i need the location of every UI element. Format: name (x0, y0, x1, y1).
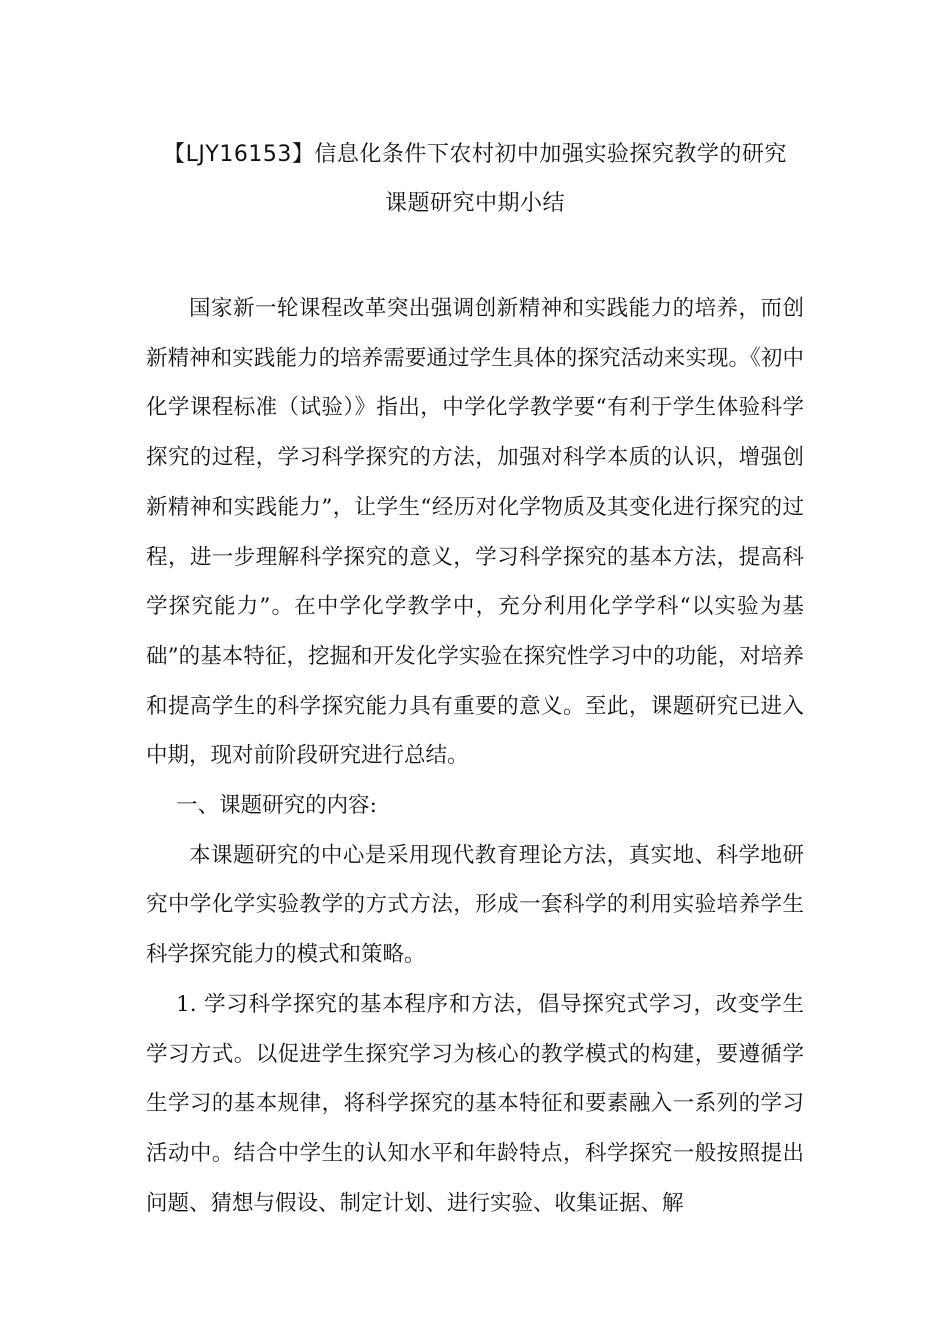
list-item-paragraph: 1. 学习科学探究的基本程序和方法，倡导探究式学习，改变学生学习方式。以促进学生探究学习为核心的教学模式的构建，要遵循学生学习的基本规律，将科学探究的基本特征和要素融入一系列的学习活动中。结合中学生的认知水平和年龄特点，科学探究一般按照提出问题、猜想与假设、制定计划、进行实验、收集证据、解 (146, 991, 804, 1216)
content-paragraph: 本课题研究的中心是采用现代教育理论方法，真实地、科学地研究中学化学实验教学的方式方法，形成一套科学的利用实验培养学生科学探究能力的模式和策略。 (146, 842, 804, 968)
section-heading: 一、课题研究的内容: (176, 793, 377, 819)
document-subtitle: 课题研究中期小结 (384, 191, 565, 216)
intro-paragraph: 国家新一轮课程改革突出强调创新精神和实践能力的培养，而创新精神和实践能力的培养需要通过学生具体的探究活动来实现。《初中化学课程标准（试验）》指出，中学化学教学要“有利于学生体验科学探究的过程，学习科学探究的方法，加强对科学本质的认识，增强创新精神和实践能力”，让学生“经历对化学物质及其变化进行探究的过程，进一步理解科学探究的意义，学习科学探究的基本方法，提高科学探究能力”。在中学化学教学中，充分利用化学学科“以实验为基础”的基本特征，挖掘和开发化学实验在探究性学习中的功能，对培养和提高学生的科学探究能力具有重要的意义。至此，课题研究已进入中期，现对前阶段研究进行总结。 (146, 296, 804, 769)
document-body (146, 284, 804, 1228)
document-title: 【LJY16153】信息化条件下农村初中加强实验探究教学的研究 (163, 142, 787, 167)
